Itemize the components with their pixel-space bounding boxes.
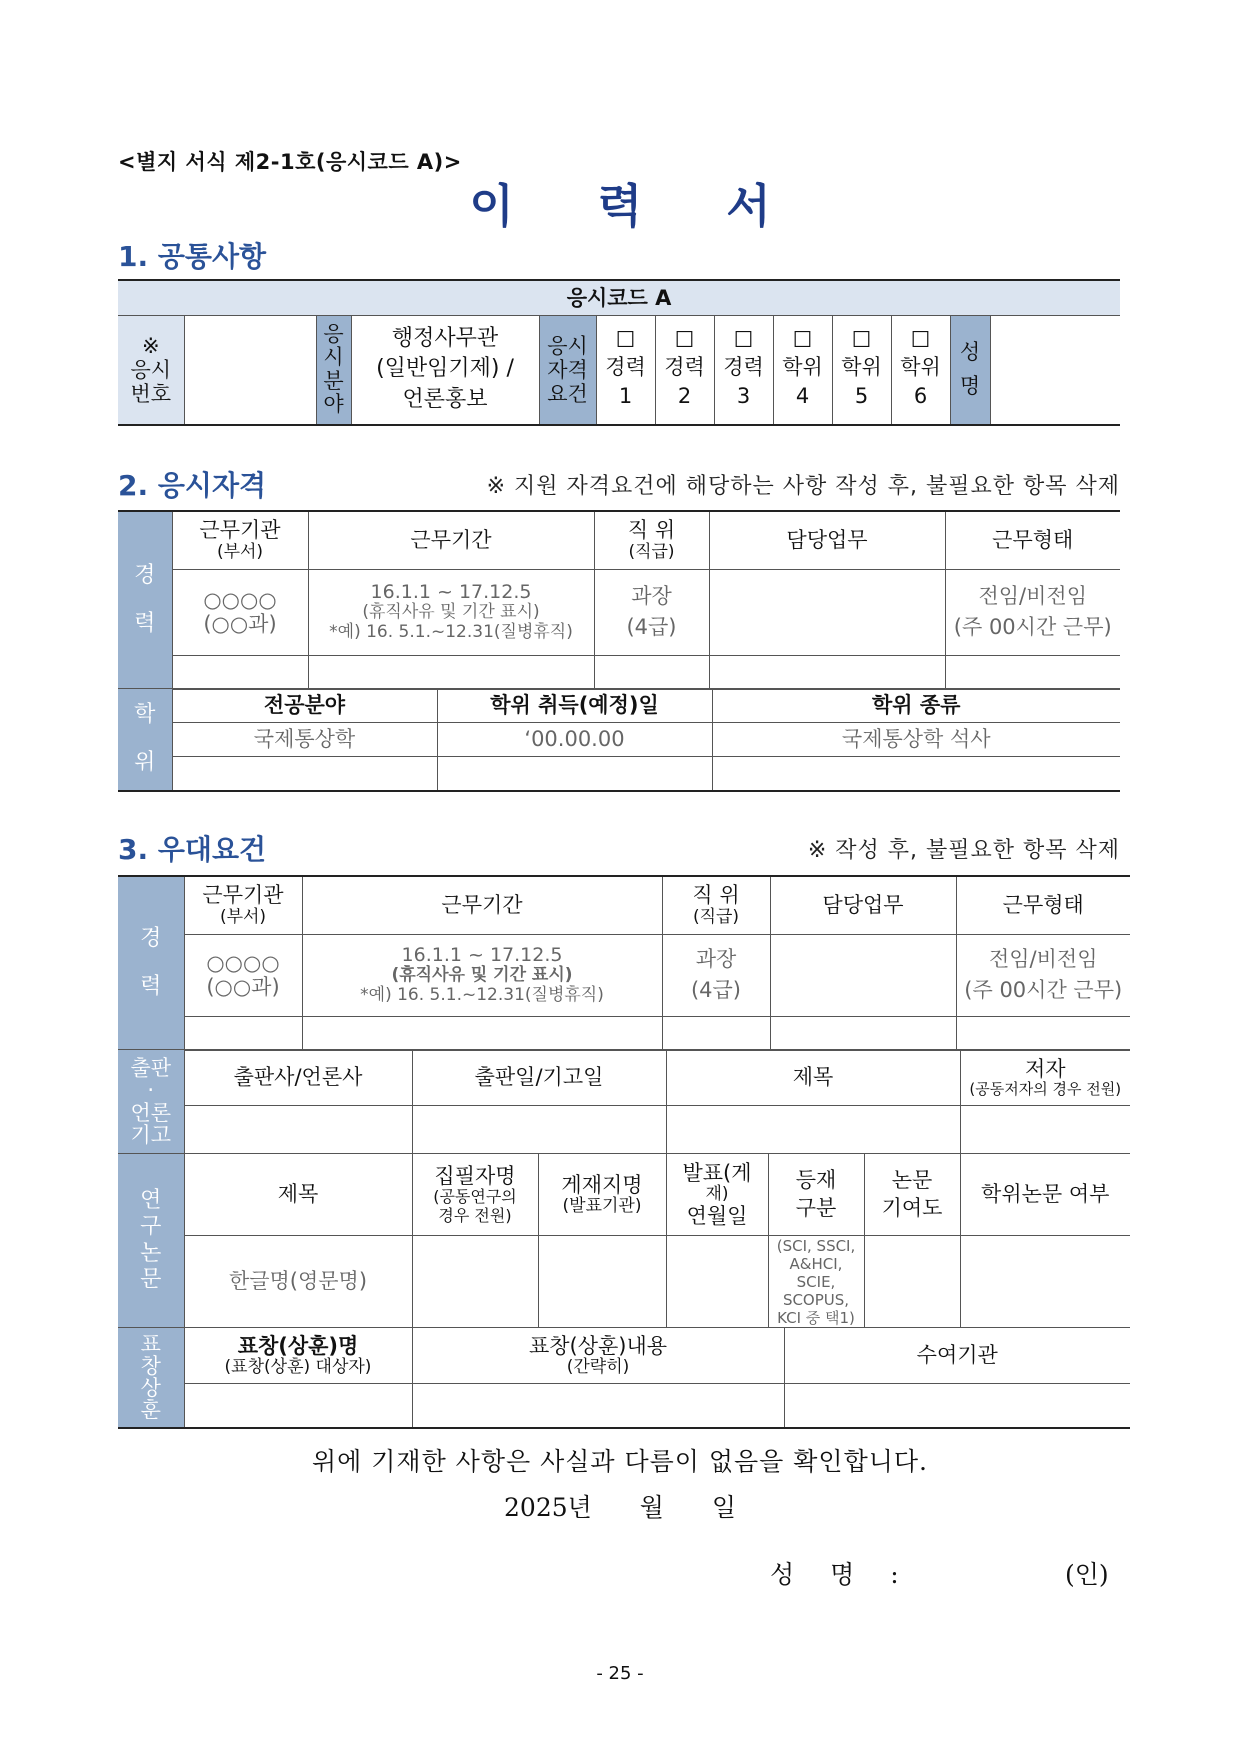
example-degree-date: ‘00.00.00 xyxy=(437,723,712,757)
option-label: 경력 3 xyxy=(723,355,764,409)
award-header-content-sub: (간략히) xyxy=(566,1356,630,1377)
section-2-note: ※ 지원 자격요건에 해당하는 사항 작성 후, 불필요한 항목 삭제 xyxy=(486,474,1120,499)
publication-side-label: 출판 · 언론 기고 xyxy=(118,1050,184,1154)
paper-header-journal-text: 게재지명 xyxy=(561,1172,643,1197)
blank-cell[interactable] xyxy=(960,1236,1130,1328)
paper-header-pubdate-a: 발표(게 xyxy=(682,1160,752,1185)
pref-example-period-ex: *예) 16. 5.1.~12.31(질병휴직) xyxy=(360,984,604,1005)
name-field[interactable] xyxy=(990,315,1120,425)
section-2-heading: 2. 응시자격 xyxy=(118,469,267,502)
blank-cell[interactable] xyxy=(956,1016,1130,1050)
blank-cell[interactable] xyxy=(184,1384,412,1428)
example-org-text: ○○○○ xyxy=(203,587,277,612)
header-degree-kind: 학위 종류 xyxy=(712,689,1120,723)
pref-header-type: 근무형태 xyxy=(956,876,1130,934)
award-header-org: 수여기관 xyxy=(784,1328,1130,1384)
pub-header-title: 제목 xyxy=(666,1050,960,1106)
pref-header-period: 근무기간 xyxy=(302,876,662,934)
pub-header-publisher: 출판사/언론사 xyxy=(184,1050,412,1106)
common-info-table xyxy=(118,279,1120,426)
reference-mark: ※ xyxy=(141,333,160,358)
option-career-3[interactable] xyxy=(714,315,773,425)
blank-cell[interactable] xyxy=(666,1236,768,1328)
form-reference: <별지 서식 제2-1호(응시코드 A)> xyxy=(118,150,462,174)
header-position-text: 직 위 xyxy=(627,518,676,543)
checkbox-icon[interactable]: ☐ xyxy=(851,327,872,353)
example-position-sub: (4급) xyxy=(626,615,677,639)
pref-example-position-sub: (4급) xyxy=(690,978,742,1002)
example-position-text: 과장 xyxy=(631,583,672,608)
pref-header-position-sub: (직급) xyxy=(692,906,740,927)
header-degree-date: 학위 취득(예정)일 xyxy=(437,689,712,723)
paper-header-thesis: 학위논문 여부 xyxy=(960,1154,1130,1236)
degree-side-label: 학 위 xyxy=(118,689,172,791)
pref-example-org-text: ○○○○ xyxy=(206,950,280,975)
pref-example-type-sub: (주 00시간 근무) xyxy=(964,978,1123,1002)
blank-cell[interactable] xyxy=(662,1016,770,1050)
pref-career-side-label: 경 력 xyxy=(118,876,184,1050)
option-label: 학위 6 xyxy=(900,355,941,409)
option-label: 경력 2 xyxy=(664,355,705,409)
blank-cell[interactable] xyxy=(172,655,308,689)
paper-header-pubdate-c: 연월일 xyxy=(686,1204,748,1229)
pub-header-author-text: 저자 xyxy=(1024,1056,1066,1081)
blank-cell[interactable] xyxy=(412,1236,538,1328)
section-3-heading: 3. 우대요건 xyxy=(118,833,267,866)
pref-example-period-text: 16.1.1 ~ 17.12.5 xyxy=(401,943,563,966)
example-period-text: 16.1.1 ~ 17.12.5 xyxy=(370,580,532,603)
example-period-note: (휴직사유 및 기간 표시) xyxy=(362,602,540,623)
qualification-degree-table xyxy=(118,688,1120,792)
header-period: 근무기간 xyxy=(308,511,594,569)
header-org xyxy=(172,511,308,569)
blank-cell[interactable] xyxy=(302,1016,662,1050)
example-type-sub: (주 00시간 근무) xyxy=(953,615,1112,639)
blank-cell[interactable] xyxy=(538,1236,666,1328)
award-side-label: 표 창 상 훈 xyxy=(118,1328,184,1428)
example-type xyxy=(945,569,1120,655)
example-type-text: 전임/비전임 xyxy=(978,583,1087,608)
blank-cell[interactable] xyxy=(784,1384,1130,1428)
paper-header-journal xyxy=(538,1154,666,1236)
option-career-2[interactable] xyxy=(655,315,714,425)
paper-header-pubdate-b: 재) xyxy=(705,1183,729,1204)
blank-cell[interactable] xyxy=(412,1106,666,1154)
date-line: 2025년 월 일 xyxy=(504,1493,736,1522)
blank-cell[interactable] xyxy=(184,1106,412,1154)
option-label: 경력 1 xyxy=(605,355,646,409)
exam-number-label xyxy=(118,315,184,425)
award-header-content xyxy=(412,1328,784,1384)
paper-example-index: (SCI, SSCI, A&HCI, SCIE, SCOPUS, KCI 중 택1) xyxy=(768,1236,864,1328)
pub-header-date: 출판일/기고일 xyxy=(412,1050,666,1106)
award-header-content-text: 표창(상훈)내용 xyxy=(528,1333,668,1358)
career-side-label: 경 력 xyxy=(118,511,172,689)
research-paper-table xyxy=(118,1153,1130,1328)
option-label: 학위 5 xyxy=(841,355,882,409)
checkbox-icon[interactable]: ☐ xyxy=(910,327,931,353)
pref-header-position-text: 직 위 xyxy=(692,883,740,908)
option-degree-4[interactable] xyxy=(773,315,832,425)
example-period-ex: *예) 16. 5.1.~12.31(질병휴직) xyxy=(329,621,573,642)
award-table xyxy=(118,1327,1130,1429)
blank-cell[interactable] xyxy=(960,1106,1130,1154)
blank-cell[interactable] xyxy=(308,655,594,689)
pref-example-period-note: (휴직사유 및 기간 표시) xyxy=(391,965,573,986)
pref-example-type xyxy=(956,934,1130,1016)
pref-example-period xyxy=(302,934,662,1016)
blank-cell[interactable] xyxy=(945,655,1120,689)
blank-cell[interactable] xyxy=(594,655,709,689)
header-type: 근무형태 xyxy=(945,511,1120,569)
paper-header-writer-sub: (공동연구의 경우 전원) xyxy=(433,1187,517,1225)
award-header-name xyxy=(184,1328,412,1384)
name-label: 성 명 xyxy=(950,315,990,425)
publication-table xyxy=(118,1049,1130,1154)
header-major: 전공분야 xyxy=(172,689,437,723)
example-position xyxy=(594,569,709,655)
document-title: 이 력 서 xyxy=(469,179,805,233)
exam-code-header: 응시코드 A xyxy=(118,280,1120,315)
example-degree-kind: 국제통상학 석사 xyxy=(712,723,1120,757)
qualification-career-table xyxy=(118,510,1120,690)
page-number: - 25 - xyxy=(596,1663,644,1684)
exam-number-field[interactable] xyxy=(184,315,316,425)
header-org-text: 근무기관 xyxy=(199,518,281,543)
pref-header-position xyxy=(662,876,770,934)
pub-header-author xyxy=(960,1050,1130,1106)
option-career-1[interactable] xyxy=(596,315,655,425)
paper-header-writer-text: 집필자명 xyxy=(434,1164,516,1189)
paper-header-pubdate xyxy=(666,1154,768,1236)
pref-header-org-sub: (부서) xyxy=(219,906,267,927)
qualification-label: 응시 자격 요건 xyxy=(539,315,596,425)
checkbox-icon[interactable]: ☐ xyxy=(792,327,813,353)
blank-cell[interactable] xyxy=(864,1236,960,1328)
blank-cell[interactable] xyxy=(437,757,712,791)
checkbox-icon[interactable]: ☐ xyxy=(733,327,754,353)
pref-example-position-text: 과장 xyxy=(695,946,737,971)
checkbox-icon[interactable]: ☐ xyxy=(615,327,636,353)
seal-mark: (인) xyxy=(1065,1560,1109,1589)
pref-header-org xyxy=(184,876,302,934)
paper-side-label: 연 구 논 문 xyxy=(118,1154,184,1328)
paper-header-journal-sub: (발표기관) xyxy=(562,1195,642,1216)
header-duty: 담당업무 xyxy=(709,511,945,569)
example-org-sub: (○○과) xyxy=(203,612,277,636)
example-period xyxy=(308,569,594,655)
example-org xyxy=(172,569,308,655)
paper-header-index: 등재 구분 xyxy=(768,1154,864,1236)
blank-cell[interactable] xyxy=(666,1106,960,1154)
application-field-value: 행정사무관 (일반임기제) / 언론홍보 xyxy=(351,315,539,425)
pref-example-type-text: 전임/비전임 xyxy=(988,946,1098,971)
confirmation-statement: 위에 기재한 사항은 사실과 다름이 없음을 확인합니다. xyxy=(312,1447,928,1476)
option-label: 학위 4 xyxy=(782,355,823,409)
option-degree-5[interactable] xyxy=(832,315,891,425)
pref-header-duty: 담당업무 xyxy=(770,876,956,934)
paper-header-title: 제목 xyxy=(184,1154,412,1236)
pref-example-org xyxy=(184,934,302,1016)
award-header-name-sub: (표창(상훈) 대상자) xyxy=(224,1356,372,1377)
blank-cell[interactable] xyxy=(412,1384,784,1428)
pref-example-position xyxy=(662,934,770,1016)
blank-cell[interactable] xyxy=(770,1016,956,1050)
signature-label: 성 명 : xyxy=(770,1560,899,1589)
example-major: 국제통상학 xyxy=(172,723,437,757)
paper-header-contribution: 논문 기여도 xyxy=(864,1154,960,1236)
blank-cell[interactable] xyxy=(184,1016,302,1050)
paper-header-writer xyxy=(412,1154,538,1236)
blank-cell[interactable] xyxy=(172,757,437,791)
checkbox-icon[interactable]: ☐ xyxy=(674,327,695,353)
pref-header-org-text: 근무기관 xyxy=(202,883,284,908)
pub-header-author-sub: (공동저자의 경우 전원) xyxy=(969,1079,1122,1098)
header-position-sub: (직급) xyxy=(628,541,675,562)
section-1-heading: 1. 공통사항 xyxy=(118,240,267,273)
header-org-sub: (부서) xyxy=(216,541,264,562)
paper-example-title: 한글명(영문명) xyxy=(184,1236,412,1328)
section-3-note: ※ 작성 후, 불필요한 항목 삭제 xyxy=(807,838,1120,863)
pref-example-org-sub: (○○과) xyxy=(206,975,280,999)
preference-career-table xyxy=(118,875,1130,1051)
exam-number-text: 응시 번호 xyxy=(130,357,172,406)
blank-cell[interactable] xyxy=(712,757,1120,791)
blank-cell[interactable] xyxy=(709,655,945,689)
award-header-name-text: 표창(상훈)명 xyxy=(237,1333,359,1358)
header-position xyxy=(594,511,709,569)
pref-example-duty[interactable] xyxy=(770,934,956,1016)
example-duty[interactable] xyxy=(709,569,945,655)
application-field-label: 응 시 분 야 xyxy=(316,315,351,425)
option-degree-6[interactable] xyxy=(891,315,950,425)
